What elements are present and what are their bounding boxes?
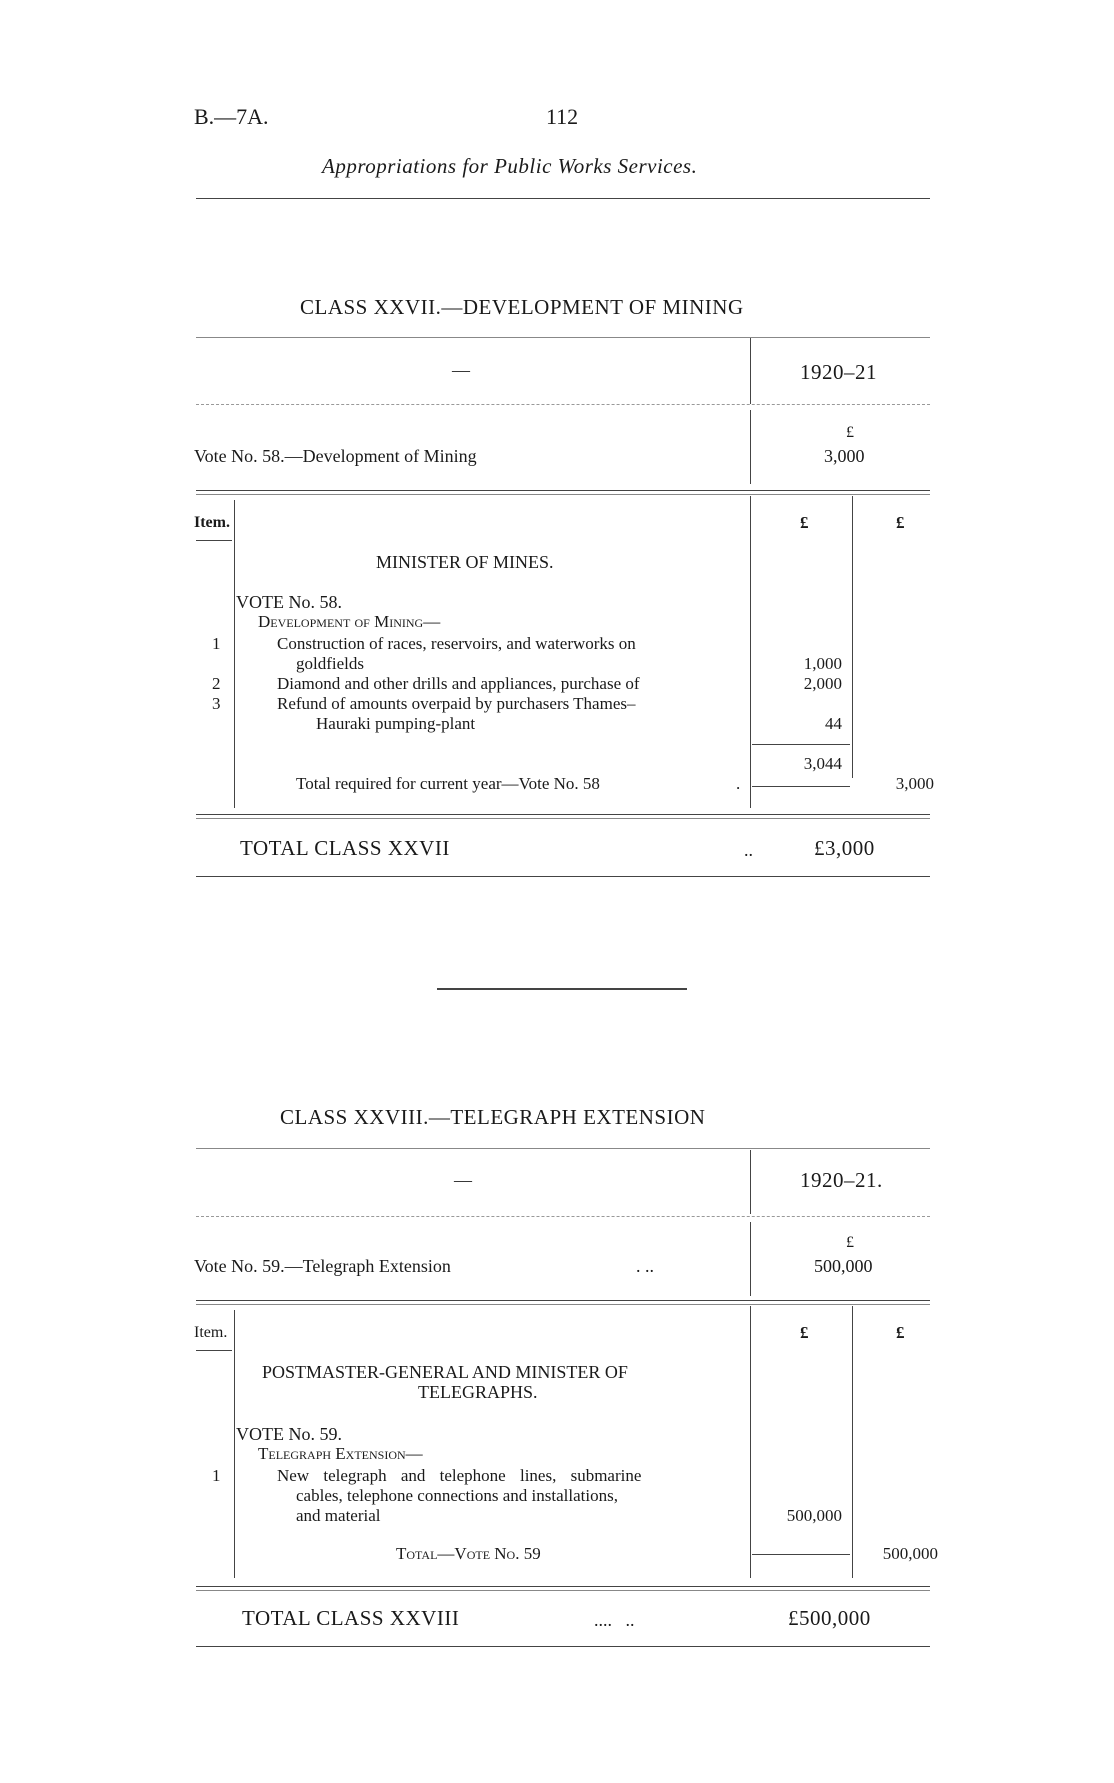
class-27-title: CLASS XXVII.—DEVELOPMENT OF MINING <box>300 295 744 319</box>
class-27-vote-label: Vote No. 58.—Development of Mining <box>194 446 477 466</box>
class-28-table-bottom-rule <box>196 1586 930 1587</box>
class-27-total-class-amount: £3,000 <box>814 836 875 860</box>
class-27-year-rule <box>196 404 930 405</box>
class-28-vote-currency: £ <box>846 1234 854 1251</box>
class-27-item-divider <box>234 500 235 808</box>
class-28-item-header-rule <box>196 1350 232 1351</box>
class-28-total-label: Total—Vote No. 59 <box>396 1544 541 1563</box>
class-28-total-rule <box>752 1554 850 1555</box>
class-28-table-bottom-rule-double <box>196 1590 930 1591</box>
class-28-col1-divider <box>750 1306 751 1578</box>
class-28-total-class-label: TOTAL CLASS XXVIII <box>242 1606 460 1630</box>
class-27-total-class-dots: .. <box>744 840 753 860</box>
class-28-vote-rule-double <box>196 1304 930 1305</box>
class-27-table-top-rule <box>196 337 930 338</box>
class-27-item-1-number: 1 <box>212 634 221 653</box>
class-27-total-label: Total required for current year—Vote No. 58 <box>296 774 600 793</box>
section-separator <box>437 988 687 990</box>
class-27-total-class-label: TOTAL CLASS XXVII <box>240 836 450 860</box>
class-28-title: CLASS XXVIII.—TELEGRAPH EXTENSION <box>280 1105 706 1129</box>
class-27-item-1-line-2: goldfields <box>296 654 364 673</box>
class-28-item-1-amount: 500,000 <box>786 1506 842 1525</box>
class-28-year: 1920–21. <box>800 1168 883 1192</box>
class-27-col1-divider <box>750 496 751 808</box>
class-28-total-amount: 500,000 <box>882 1544 938 1563</box>
class-27-item-3-amount: 44 <box>825 714 842 733</box>
class-28-vote-divider <box>750 1222 751 1296</box>
class-28-vote-rule <box>196 1300 930 1301</box>
page-number: 112 <box>546 104 579 129</box>
class-28-year-divider <box>750 1150 751 1214</box>
class-27-item-2-line-1: Diamond and other drills and appliances, purchase of <box>277 674 640 693</box>
class-27-final-rule <box>196 876 930 877</box>
page-subtitle: Appropriations for Public Works Services. <box>322 154 698 178</box>
class-27-item-3-number: 3 <box>212 694 221 713</box>
class-28-col2-currency: £ <box>896 1323 905 1342</box>
class-27-item-header-rule <box>196 540 232 541</box>
class-27-vote-rule-double <box>196 494 930 495</box>
class-27-item-3-line-2: Hauraki pumping-plant <box>316 714 476 733</box>
class-28-vote-dots: . .. <box>636 1256 654 1276</box>
doc-reference: B.—7A. <box>194 104 269 129</box>
class-28-item-1-number: 1 <box>212 1466 221 1485</box>
class-27-total-dots: . <box>736 774 741 793</box>
class-28-item-divider <box>234 1310 235 1578</box>
class-27-item-header: Item. <box>194 514 230 531</box>
class-27-total-amount: 3,000 <box>895 774 934 793</box>
class-28-heading: Telegraph Extension— <box>258 1444 423 1463</box>
class-27-col2-currency: £ <box>896 513 905 532</box>
class-28-ministry-line-2: TELEGRAPHS. <box>418 1382 538 1402</box>
class-27-vote-currency: £ <box>846 424 854 441</box>
class-27-item-1-line-1: Construction of races, reservoirs, and waterworks on <box>277 634 636 653</box>
class-27-year-divider <box>750 338 751 404</box>
class-28-col1-currency: £ <box>800 1323 809 1342</box>
class-27-vote-amount: 3,000 <box>824 446 865 466</box>
class-27-vote-divider <box>750 410 751 484</box>
class-27-col2-divider <box>852 496 853 778</box>
class-27-item-2-number: 2 <box>212 674 221 693</box>
class-27-heading: Development of Mining— <box>258 612 441 631</box>
class-28-total-class-dots: .... .. <box>594 1610 635 1630</box>
class-27-item-3-line-1: Refund of amounts overpaid by purchasers Thames– <box>277 694 636 713</box>
class-28-year-rule <box>196 1216 930 1217</box>
class-28-item-1-line-2: cables, telephone connections and installations, <box>296 1486 618 1505</box>
class-27-total-rule <box>752 786 850 787</box>
class-27-subtotal: 3,044 <box>803 754 842 773</box>
class-28-table-top-rule <box>196 1148 930 1149</box>
class-28-total-class-amount: £500,000 <box>788 1606 871 1630</box>
class-28-final-rule <box>196 1646 930 1647</box>
class-27-dash: — <box>452 360 470 380</box>
class-27-item-2-amount: 2,000 <box>803 674 842 693</box>
class-28-vote-number: VOTE No. 59. <box>236 1424 342 1444</box>
class-27-item-1-amount: 1,000 <box>803 654 842 673</box>
class-27-table-bottom-rule <box>196 814 930 815</box>
class-28-item-1-line-1: New telegraph and telephone lines, submarine <box>277 1466 642 1485</box>
class-28-vote-label: Vote No. 59.—Telegraph Extension <box>194 1256 451 1276</box>
class-28-item-1-line-3: and material <box>296 1506 381 1525</box>
class-28-dash: — <box>454 1170 472 1190</box>
class-27-vote-rule <box>196 490 930 491</box>
class-27-ministry: MINISTER OF MINES. <box>376 552 554 572</box>
class-27-year: 1920–21 <box>800 360 877 384</box>
class-27-subtotal-rule <box>752 744 850 745</box>
class-27-col1-currency: £ <box>800 513 809 532</box>
class-28-item-header: Item. <box>194 1324 228 1341</box>
header-rule <box>196 198 930 199</box>
class-27-vote-number: VOTE No. 58. <box>236 592 342 612</box>
class-28-vote-amount: 500,000 <box>814 1256 873 1276</box>
class-28-col2-divider <box>852 1306 853 1578</box>
class-27-table-bottom-rule-double <box>196 818 930 819</box>
class-28-ministry-line-1: POSTMASTER-GENERAL AND MINISTER OF <box>262 1362 628 1382</box>
